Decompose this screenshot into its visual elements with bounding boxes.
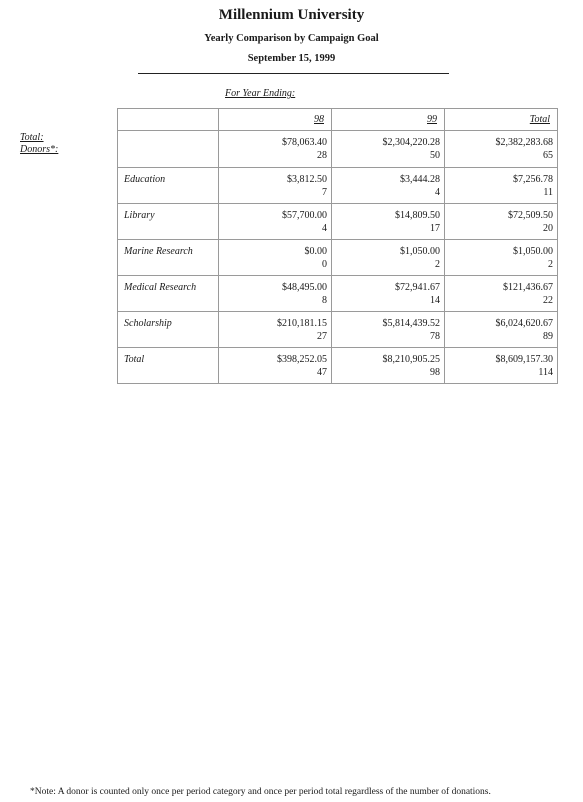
- donor-count: 47: [317, 367, 327, 378]
- amount-value: $398,252.05: [277, 354, 327, 365]
- donor-count: 114: [538, 367, 553, 378]
- report-subtitle: Yearly Comparison by Campaign Goal: [204, 33, 379, 44]
- amount-value: $210,181.15: [277, 318, 327, 329]
- donor-count: 98: [430, 367, 440, 378]
- donor-count: 17: [430, 223, 440, 234]
- data-cell: [445, 348, 558, 384]
- donor-count: 2: [435, 259, 440, 270]
- donor-count: 22: [543, 295, 553, 306]
- data-cell: [445, 204, 558, 240]
- amount-value: $7,256.78: [513, 174, 553, 185]
- donor-count: 78: [430, 331, 440, 342]
- donor-count: 4: [322, 223, 327, 234]
- amount-value: $121,436.67: [503, 282, 553, 293]
- data-cell: [332, 240, 445, 276]
- data-cell: [445, 240, 558, 276]
- row-legend: [20, 132, 58, 156]
- data-cell: [332, 168, 445, 204]
- table-row-scholarship: [118, 312, 558, 348]
- donor-count: 89: [543, 331, 553, 342]
- total-legend-label: Total:: [20, 132, 44, 143]
- data-cell: [445, 168, 558, 204]
- data-cell: [445, 312, 558, 348]
- table-row-overall: [118, 131, 558, 168]
- data-cell: [445, 131, 558, 168]
- amount-value: $48,495.00: [282, 282, 327, 293]
- donors-legend-label: Donors*:: [20, 144, 59, 155]
- data-cell: [332, 276, 445, 312]
- table-row-education: [118, 168, 558, 204]
- campaign-comparison-table: [117, 108, 558, 384]
- amount-value: $3,444.28: [400, 174, 440, 185]
- row-label-cell: Total: [118, 348, 219, 384]
- table-header-row: [118, 109, 558, 131]
- column-header-total: Total: [445, 109, 558, 131]
- column-header-98: 98: [219, 109, 332, 131]
- data-cell: [219, 312, 332, 348]
- amount-value: $78,063.40: [282, 137, 327, 148]
- row-label-cell: Marine Research: [118, 240, 219, 276]
- donor-count: 2: [548, 259, 553, 270]
- donor-count: 0: [322, 259, 327, 270]
- table-row-library: [118, 204, 558, 240]
- data-cell: [445, 276, 558, 312]
- data-cell: [219, 348, 332, 384]
- amount-value: $8,210,905.25: [382, 354, 440, 365]
- amount-value: $72,509.50: [508, 210, 553, 221]
- row-label-cell: [118, 131, 219, 168]
- amount-value: $72,941.67: [395, 282, 440, 293]
- donor-footnote: *Note: A donor is counted only once per period category and once per period total regardless of the number of donations.: [30, 787, 491, 797]
- row-label-cell: Scholarship: [118, 312, 219, 348]
- amount-value: $5,814,439.52: [382, 318, 440, 329]
- donor-count: 7: [322, 187, 327, 198]
- donor-count: 8: [322, 295, 327, 306]
- column-header-99: 99: [332, 109, 445, 131]
- amount-value: $1,050.00: [400, 246, 440, 257]
- data-cell: [219, 240, 332, 276]
- amount-value: $14,809.50: [395, 210, 440, 221]
- data-cell: [332, 204, 445, 240]
- report-date: September 15, 1999: [247, 53, 336, 64]
- table-row-marine-research: [118, 240, 558, 276]
- header-divider: [138, 73, 449, 74]
- data-cell: [332, 348, 445, 384]
- amount-value: $8,609,157.30: [495, 354, 553, 365]
- row-label-cell: Library: [118, 204, 219, 240]
- amount-value: $6,024,620.67: [495, 318, 553, 329]
- donor-count: 27: [317, 331, 327, 342]
- donor-count: 14: [430, 295, 440, 306]
- row-label-cell: Medical Research: [118, 276, 219, 312]
- donor-count: 20: [543, 223, 553, 234]
- data-cell: [332, 131, 445, 168]
- data-cell: [219, 131, 332, 168]
- data-cell: [219, 204, 332, 240]
- header-corner-cell: [118, 109, 219, 131]
- table-row-medical-research: [118, 276, 558, 312]
- donor-count: 65: [543, 150, 553, 161]
- amount-value: $57,700.00: [282, 210, 327, 221]
- row-label-cell: Education: [118, 168, 219, 204]
- data-cell: [219, 276, 332, 312]
- amount-value: $2,382,283.68: [495, 137, 553, 148]
- table-row-total: [118, 348, 558, 384]
- amount-value: $0.00: [304, 246, 327, 257]
- data-cell: [332, 312, 445, 348]
- donor-count: 50: [430, 150, 440, 161]
- donor-count: 4: [435, 187, 440, 198]
- for-year-ending-label: For Year Ending:: [225, 88, 296, 99]
- donor-count: 28: [317, 150, 327, 161]
- donor-count: 11: [543, 187, 553, 198]
- amount-value: $3,812.50: [287, 174, 327, 185]
- report-title: Millennium University: [218, 7, 365, 23]
- amount-value: $1,050.00: [513, 246, 553, 257]
- amount-value: $2,304,220.28: [382, 137, 440, 148]
- data-cell: [219, 168, 332, 204]
